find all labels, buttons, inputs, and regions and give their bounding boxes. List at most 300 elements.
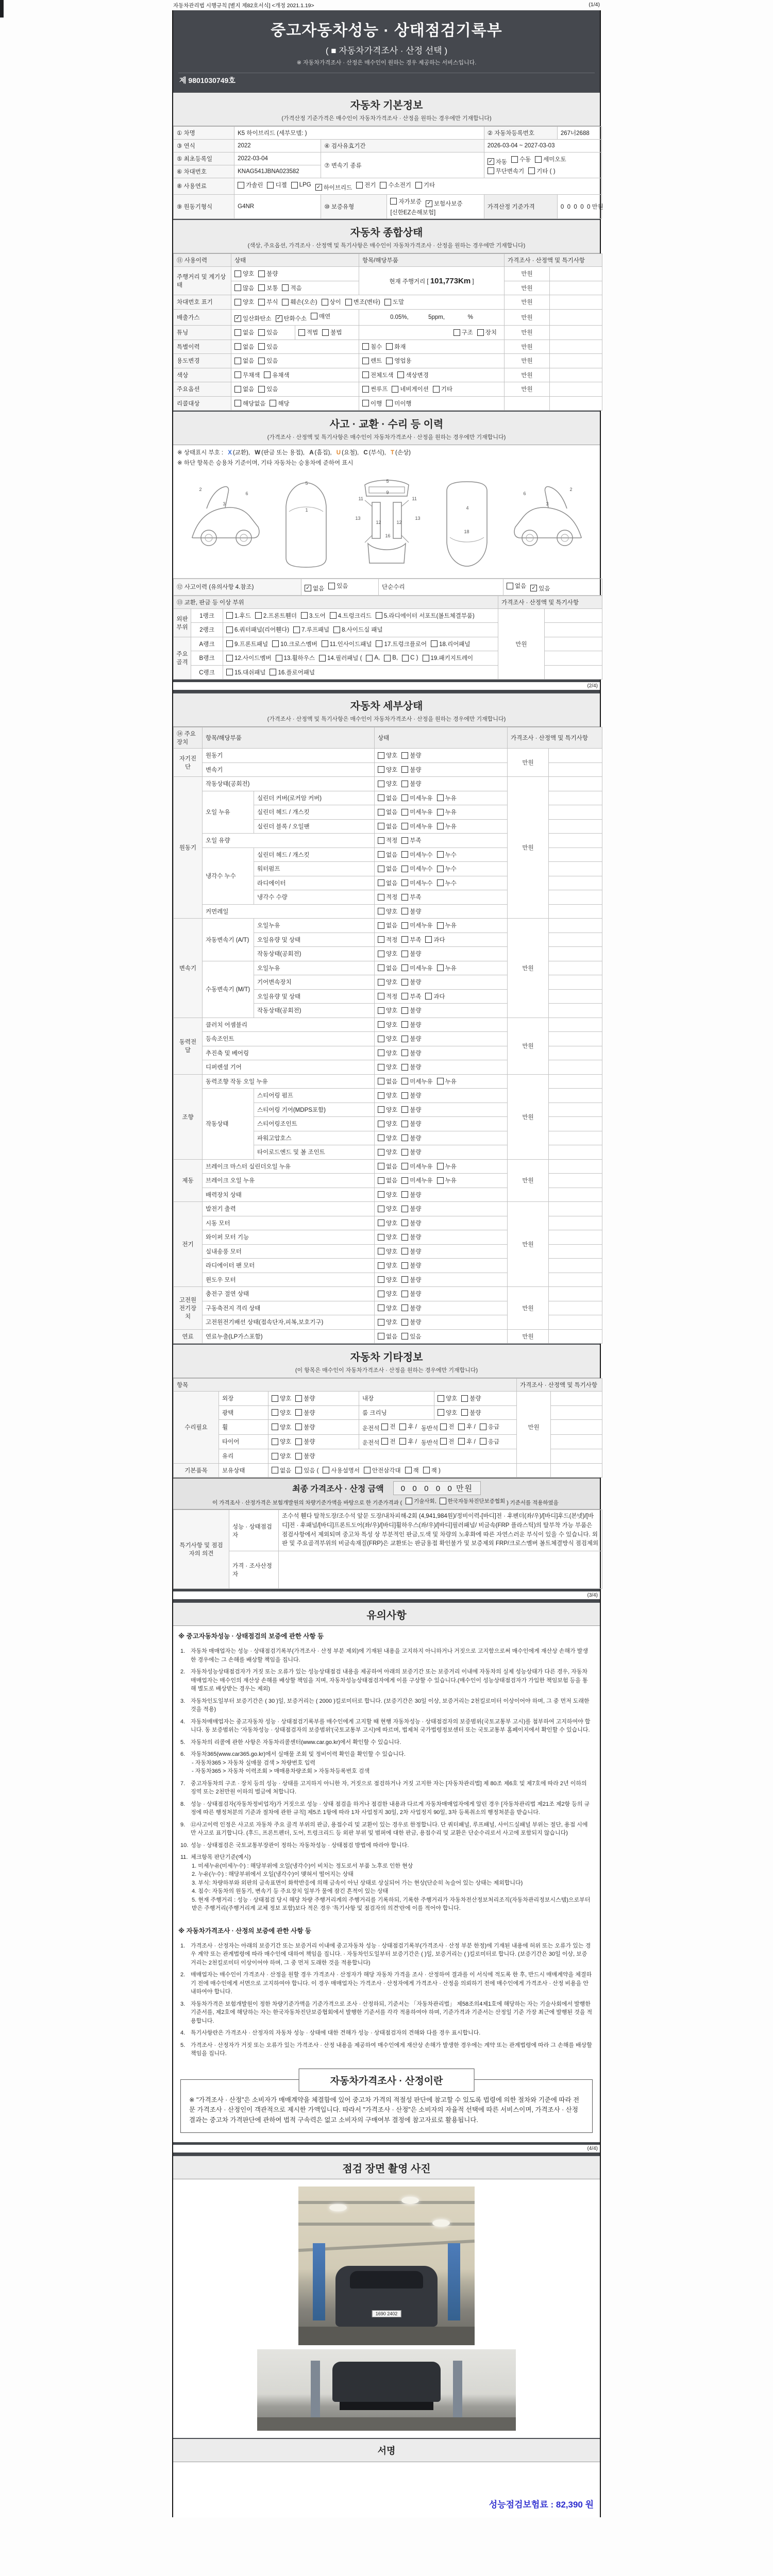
unchecked-checkbox-icon[interactable] <box>401 1234 408 1241</box>
checked-checkbox-icon[interactable]: ✓ <box>530 585 537 591</box>
unchecked-checkbox-icon[interactable] <box>437 879 444 886</box>
unchecked-checkbox-icon[interactable] <box>507 583 513 589</box>
unchecked-checkbox-icon[interactable] <box>488 167 494 174</box>
unchecked-checkbox-icon[interactable] <box>405 1467 412 1473</box>
unchecked-checkbox-icon[interactable] <box>295 1453 302 1460</box>
unchecked-checkbox-icon[interactable] <box>401 1134 408 1141</box>
checkbox-영업용[interactable] <box>386 357 411 365</box>
checkbox-양호[interactable] <box>378 1091 397 1099</box>
unchecked-checkbox-icon[interactable] <box>401 993 408 999</box>
unchecked-checkbox-icon[interactable] <box>378 993 384 999</box>
signature-area[interactable] <box>173 2462 600 2495</box>
checkbox-불량[interactable] <box>401 1106 421 1114</box>
checkbox-불량[interactable] <box>401 1191 421 1199</box>
unchecked-checkbox-icon[interactable] <box>437 1078 444 1084</box>
unchecked-checkbox-icon[interactable] <box>378 1291 384 1297</box>
checkbox-미세누유[interactable] <box>401 1077 432 1086</box>
checkbox-침수[interactable] <box>362 343 382 351</box>
unchecked-checkbox-icon[interactable] <box>293 626 300 633</box>
checkbox-있음[interactable] <box>258 385 278 393</box>
unchecked-checkbox-icon[interactable] <box>423 1467 430 1473</box>
unchecked-checkbox-icon[interactable] <box>461 1409 468 1416</box>
checkbox-썬루프[interactable] <box>362 385 388 393</box>
checkbox-변조(변타)[interactable] <box>345 298 380 306</box>
unchecked-checkbox-icon[interactable] <box>301 612 308 619</box>
checkbox-없음[interactable] <box>305 584 324 592</box>
unchecked-checkbox-icon[interactable] <box>453 329 460 336</box>
checkbox-17.트렁크플로어[interactable] <box>376 640 427 648</box>
checkbox-해당없음[interactable] <box>234 399 265 408</box>
unchecked-checkbox-icon[interactable] <box>401 1049 408 1056</box>
checkbox-누수[interactable] <box>437 865 457 873</box>
unchecked-checkbox-icon[interactable] <box>401 1177 408 1184</box>
checkbox-없음[interactable] <box>507 582 526 590</box>
checkbox-8.사이드실 패널[interactable] <box>333 625 382 634</box>
unchecked-checkbox-icon[interactable] <box>437 1177 444 1184</box>
checkbox-해당[interactable] <box>270 399 289 408</box>
checkbox-양호[interactable] <box>378 1035 397 1043</box>
checkbox-양호[interactable] <box>234 298 254 306</box>
unchecked-checkbox-icon[interactable] <box>401 879 408 886</box>
unchecked-checkbox-icon[interactable] <box>401 1333 408 1340</box>
checkbox-네비게이션[interactable] <box>392 385 429 393</box>
unchecked-checkbox-icon[interactable] <box>295 1438 302 1445</box>
unchecked-checkbox-icon[interactable] <box>425 936 432 943</box>
unchecked-checkbox-icon[interactable] <box>272 1467 278 1473</box>
unchecked-checkbox-icon[interactable] <box>384 655 391 662</box>
unchecked-checkbox-icon[interactable] <box>295 1467 302 1473</box>
unchecked-checkbox-icon[interactable] <box>380 182 386 189</box>
unchecked-checkbox-icon[interactable] <box>401 1149 408 1156</box>
unchecked-checkbox-icon[interactable] <box>386 400 393 406</box>
unchecked-checkbox-icon[interactable] <box>258 343 265 350</box>
checkbox-누유[interactable] <box>437 964 457 972</box>
checkbox-15.대쉬패널[interactable] <box>226 668 265 676</box>
checkbox-적정[interactable] <box>378 836 397 844</box>
checkbox-6.쿼터패널(리어휀다)[interactable] <box>226 625 289 634</box>
unchecked-checkbox-icon[interactable] <box>362 386 369 393</box>
checkbox-누유[interactable] <box>437 921 457 929</box>
checkbox-없음[interactable] <box>378 1332 397 1341</box>
unchecked-checkbox-icon[interactable] <box>378 894 384 901</box>
checkbox-양호[interactable] <box>378 1276 397 1284</box>
checkbox-부식[interactable] <box>258 298 278 306</box>
unchecked-checkbox-icon[interactable] <box>437 922 444 929</box>
checkbox-불량[interactable] <box>401 779 421 788</box>
unchecked-checkbox-icon[interactable] <box>378 1078 384 1084</box>
checkbox-양호[interactable] <box>378 1318 397 1326</box>
unchecked-checkbox-icon[interactable] <box>386 358 393 364</box>
checkbox-누유[interactable] <box>437 1176 457 1184</box>
checkbox-미세누유[interactable] <box>401 1162 432 1171</box>
checkbox-미세누유[interactable] <box>401 822 432 831</box>
checkbox-불량[interactable] <box>401 1205 421 1213</box>
unchecked-checkbox-icon[interactable] <box>378 964 384 971</box>
unchecked-checkbox-icon[interactable] <box>270 669 276 675</box>
checkbox-불량[interactable] <box>461 1409 481 1417</box>
checkbox-불량[interactable] <box>401 1120 421 1128</box>
unchecked-checkbox-icon[interactable] <box>401 964 408 971</box>
checkbox-누유[interactable] <box>437 822 457 831</box>
checkbox-적정[interactable] <box>378 893 397 901</box>
checkbox-양호[interactable] <box>378 1021 397 1029</box>
checkbox-불량[interactable] <box>401 1233 421 1241</box>
unchecked-checkbox-icon[interactable] <box>401 809 408 816</box>
unchecked-checkbox-icon[interactable] <box>378 908 384 914</box>
unchecked-checkbox-icon[interactable] <box>378 1106 384 1113</box>
unchecked-checkbox-icon[interactable] <box>378 1304 384 1311</box>
checked-checkbox-icon[interactable]: ✓ <box>488 158 494 165</box>
unchecked-checkbox-icon[interactable] <box>272 1423 278 1430</box>
checkbox-7.루프패널[interactable] <box>293 625 329 634</box>
checkbox-보험사보증[interactable] <box>426 199 463 208</box>
checkbox-미세누유[interactable] <box>401 794 432 802</box>
unchecked-checkbox-icon[interactable] <box>378 922 384 929</box>
unchecked-checkbox-icon[interactable] <box>423 655 429 662</box>
unchecked-checkbox-icon[interactable] <box>378 823 384 829</box>
checkbox-13.휠하우스[interactable] <box>276 654 315 662</box>
checkbox-무채색[interactable] <box>234 371 260 379</box>
checkbox-양호[interactable] <box>378 1148 397 1156</box>
checkbox-전[interactable] <box>381 1422 395 1431</box>
checkbox-불량[interactable] <box>401 766 421 774</box>
checkbox-누수[interactable] <box>437 851 457 859</box>
checkbox-미세누수[interactable] <box>401 879 432 887</box>
unchecked-checkbox-icon[interactable] <box>238 182 244 189</box>
unchecked-checkbox-icon[interactable] <box>234 386 241 393</box>
checkbox-양호[interactable] <box>378 1049 397 1057</box>
unchecked-checkbox-icon[interactable] <box>437 964 444 971</box>
checkbox-양호[interactable] <box>378 1106 397 1114</box>
checkbox-18.리어패널[interactable] <box>431 640 470 648</box>
unchecked-checkbox-icon[interactable] <box>362 400 369 406</box>
checkbox-불량[interactable] <box>401 1091 421 1099</box>
unchecked-checkbox-icon[interactable] <box>378 851 384 858</box>
unchecked-checkbox-icon[interactable] <box>528 167 535 174</box>
checkbox-누유[interactable] <box>437 1162 457 1171</box>
checkbox-양호[interactable] <box>378 1205 397 1213</box>
unchecked-checkbox-icon[interactable] <box>270 400 276 406</box>
checkbox-전[interactable] <box>440 1422 454 1431</box>
unchecked-checkbox-icon[interactable] <box>226 655 233 662</box>
checkbox-불량[interactable] <box>401 1148 421 1156</box>
unchecked-checkbox-icon[interactable] <box>226 626 233 633</box>
unchecked-checkbox-icon[interactable] <box>437 866 444 872</box>
unchecked-checkbox-icon[interactable] <box>322 299 328 306</box>
checkbox-없음[interactable] <box>378 851 397 859</box>
unchecked-checkbox-icon[interactable] <box>378 1219 384 1226</box>
checkbox-누유[interactable] <box>437 1077 457 1086</box>
checkbox-화재[interactable] <box>386 343 406 351</box>
unchecked-checkbox-icon[interactable] <box>378 1092 384 1099</box>
unchecked-checkbox-icon[interactable] <box>264 371 271 378</box>
checkbox-보통[interactable] <box>258 284 278 292</box>
checkbox-전체도색[interactable] <box>362 371 393 379</box>
unchecked-checkbox-icon[interactable] <box>378 794 384 801</box>
unchecked-checkbox-icon[interactable] <box>234 299 241 306</box>
unchecked-checkbox-icon[interactable] <box>401 1248 408 1255</box>
unchecked-checkbox-icon[interactable] <box>376 640 382 647</box>
checkbox- 있음[interactable] <box>401 1332 421 1341</box>
unchecked-checkbox-icon[interactable] <box>397 371 404 378</box>
unchecked-checkbox-icon[interactable] <box>258 358 265 364</box>
unchecked-checkbox-icon[interactable] <box>345 299 352 306</box>
checkbox-세미오토[interactable] <box>535 155 566 163</box>
checkbox-미이행[interactable] <box>386 399 411 408</box>
checkbox-훼손(오손)[interactable] <box>282 298 317 306</box>
unchecked-checkbox-icon[interactable] <box>386 343 393 350</box>
checkbox-12.사이드멤버[interactable] <box>226 654 272 662</box>
checkbox-없음[interactable] <box>234 357 254 365</box>
checkbox-LPG[interactable] <box>291 182 311 189</box>
unchecked-checkbox-icon[interactable] <box>381 1438 388 1445</box>
checkbox-B,[interactable] <box>384 655 398 662</box>
checkbox-11.인사이드패널[interactable] <box>322 640 372 648</box>
checkbox-한국자동차진단보증협회[interactable] <box>440 1497 506 1505</box>
unchecked-checkbox-icon[interactable] <box>378 1248 384 1255</box>
checkbox-5.라디에이터 서포트(볼트체결부품)[interactable] <box>376 612 475 620</box>
unchecked-checkbox-icon[interactable] <box>234 400 241 406</box>
unchecked-checkbox-icon[interactable] <box>401 1064 408 1071</box>
checkbox-불량[interactable] <box>295 1423 315 1431</box>
checkbox-적정[interactable] <box>378 992 397 1001</box>
checkbox-양호[interactable] <box>378 978 397 986</box>
unchecked-checkbox-icon[interactable] <box>323 1467 329 1473</box>
checkbox-불량[interactable] <box>401 1006 421 1014</box>
unchecked-checkbox-icon[interactable] <box>272 640 279 647</box>
checkbox-있음[interactable] <box>328 582 348 590</box>
unchecked-checkbox-icon[interactable] <box>295 1395 302 1402</box>
unchecked-checkbox-icon[interactable] <box>295 1423 302 1430</box>
unchecked-checkbox-icon[interactable] <box>272 1453 278 1460</box>
checkbox-과다[interactable] <box>425 936 445 944</box>
unchecked-checkbox-icon[interactable] <box>378 1276 384 1283</box>
unchecked-checkbox-icon[interactable] <box>378 879 384 886</box>
unchecked-checkbox-icon[interactable] <box>480 1438 486 1445</box>
checkbox-불량[interactable] <box>401 1247 421 1256</box>
unchecked-checkbox-icon[interactable] <box>378 1007 384 1014</box>
unchecked-checkbox-icon[interactable] <box>255 612 262 619</box>
checkbox-디젤[interactable] <box>267 181 287 189</box>
checkbox-렌트[interactable] <box>362 357 382 365</box>
checkbox-양호[interactable] <box>378 1304 397 1312</box>
checkbox-일산화탄소[interactable] <box>234 314 272 323</box>
unchecked-checkbox-icon[interactable] <box>401 1021 408 1028</box>
unchecked-checkbox-icon[interactable] <box>437 823 444 829</box>
unchecked-checkbox-icon[interactable] <box>401 1304 408 1311</box>
checked-checkbox-icon[interactable]: ✓ <box>426 200 432 207</box>
unchecked-checkbox-icon[interactable] <box>440 1438 447 1445</box>
checkbox-불량[interactable] <box>401 907 421 916</box>
checkbox-적법[interactable] <box>298 328 318 336</box>
checkbox-없음[interactable] <box>378 808 397 816</box>
checkbox-전[interactable] <box>381 1437 395 1446</box>
unchecked-checkbox-icon[interactable] <box>378 1191 384 1198</box>
checkbox-잭 )[interactable] <box>423 1466 441 1475</box>
unchecked-checkbox-icon[interactable] <box>282 284 289 291</box>
unchecked-checkbox-icon[interactable] <box>378 936 384 943</box>
checkbox-없음[interactable] <box>378 1077 397 1086</box>
checkbox-A,[interactable] <box>366 655 380 662</box>
unchecked-checkbox-icon[interactable] <box>234 343 241 350</box>
unchecked-checkbox-icon[interactable] <box>461 1395 468 1402</box>
checkbox-16.플로어패널[interactable] <box>270 668 315 676</box>
unchecked-checkbox-icon[interactable] <box>258 299 265 306</box>
checkbox-응급[interactable] <box>480 1422 499 1431</box>
unchecked-checkbox-icon[interactable] <box>378 781 384 787</box>
checkbox-전기[interactable] <box>356 181 376 189</box>
unchecked-checkbox-icon[interactable] <box>401 1121 408 1127</box>
checkbox-미세누유[interactable] <box>401 808 432 816</box>
unchecked-checkbox-icon[interactable] <box>362 343 369 350</box>
unchecked-checkbox-icon[interactable] <box>433 386 440 393</box>
unchecked-checkbox-icon[interactable] <box>440 1423 447 1430</box>
unchecked-checkbox-icon[interactable] <box>356 182 363 189</box>
unchecked-checkbox-icon[interactable] <box>267 182 274 189</box>
checkbox-없음[interactable] <box>378 879 397 887</box>
checkbox-없음[interactable] <box>378 865 397 873</box>
checkbox-19.패키지트레이[interactable] <box>423 654 474 662</box>
unchecked-checkbox-icon[interactable] <box>401 823 408 829</box>
checkbox-부족[interactable] <box>401 992 421 1001</box>
unchecked-checkbox-icon[interactable] <box>477 329 484 336</box>
checked-checkbox-icon[interactable]: ✓ <box>276 315 282 322</box>
checkbox-10.크로스멤버[interactable] <box>272 640 317 648</box>
checkbox-가솔린[interactable] <box>238 181 263 189</box>
unchecked-checkbox-icon[interactable] <box>234 358 241 364</box>
unchecked-checkbox-icon[interactable] <box>298 329 305 336</box>
unchecked-checkbox-icon[interactable] <box>291 182 298 189</box>
unchecked-checkbox-icon[interactable] <box>401 1276 408 1283</box>
unchecked-checkbox-icon[interactable] <box>378 1064 384 1071</box>
unchecked-checkbox-icon[interactable] <box>378 1177 384 1184</box>
unchecked-checkbox-icon[interactable] <box>480 1423 486 1430</box>
checkbox-양호[interactable] <box>378 779 397 788</box>
checkbox-전[interactable] <box>440 1437 454 1446</box>
unchecked-checkbox-icon[interactable] <box>402 655 409 662</box>
checkbox-있음[interactable] <box>258 357 278 365</box>
unchecked-checkbox-icon[interactable] <box>378 1333 384 1340</box>
unchecked-checkbox-icon[interactable] <box>406 1498 412 1504</box>
checkbox-누수[interactable] <box>437 879 457 887</box>
unchecked-checkbox-icon[interactable] <box>378 1234 384 1241</box>
unchecked-checkbox-icon[interactable] <box>378 1036 384 1042</box>
checkbox-유채색[interactable] <box>264 371 289 379</box>
checkbox-없음[interactable] <box>378 822 397 831</box>
unchecked-checkbox-icon[interactable] <box>440 1498 446 1504</box>
unchecked-checkbox-icon[interactable] <box>401 894 408 901</box>
checkbox-도말[interactable] <box>384 298 404 306</box>
checkbox-불법[interactable] <box>322 328 342 336</box>
checked-checkbox-icon[interactable]: ✓ <box>234 315 241 322</box>
unchecked-checkbox-icon[interactable] <box>401 752 408 759</box>
checkbox-양호[interactable] <box>378 1191 397 1199</box>
unchecked-checkbox-icon[interactable] <box>401 951 408 957</box>
checkbox-기술사회,[interactable] <box>406 1497 436 1505</box>
checkbox-양호[interactable] <box>378 1247 397 1256</box>
checkbox-없음[interactable] <box>378 1176 397 1184</box>
unchecked-checkbox-icon[interactable] <box>330 612 337 619</box>
checkbox-많음[interactable] <box>234 284 254 292</box>
unchecked-checkbox-icon[interactable] <box>401 851 408 858</box>
checkbox-후 /[interactable] <box>399 1437 417 1446</box>
checkbox-불량[interactable] <box>401 1276 421 1284</box>
unchecked-checkbox-icon[interactable] <box>378 951 384 957</box>
unchecked-checkbox-icon[interactable] <box>378 866 384 872</box>
unchecked-checkbox-icon[interactable] <box>258 270 265 277</box>
unchecked-checkbox-icon[interactable] <box>276 655 282 662</box>
unchecked-checkbox-icon[interactable] <box>378 1134 384 1141</box>
unchecked-checkbox-icon[interactable] <box>401 1291 408 1297</box>
unchecked-checkbox-icon[interactable] <box>378 1163 384 1170</box>
checkbox-불량[interactable] <box>401 1219 421 1227</box>
checkbox-불량[interactable] <box>461 1394 481 1402</box>
checkbox-잭[interactable] <box>405 1466 419 1475</box>
unchecked-checkbox-icon[interactable] <box>322 329 329 336</box>
unchecked-checkbox-icon[interactable] <box>401 794 408 801</box>
checkbox-없음[interactable] <box>378 1162 397 1171</box>
checkbox-C )[interactable] <box>402 655 418 662</box>
unchecked-checkbox-icon[interactable] <box>226 640 233 647</box>
unchecked-checkbox-icon[interactable] <box>234 371 241 378</box>
unchecked-checkbox-icon[interactable] <box>401 1036 408 1042</box>
unchecked-checkbox-icon[interactable] <box>234 329 241 336</box>
unchecked-checkbox-icon[interactable] <box>366 655 373 662</box>
checkbox-없음[interactable] <box>378 921 397 929</box>
checkbox-양호[interactable] <box>378 1290 397 1298</box>
unchecked-checkbox-icon[interactable] <box>401 908 408 914</box>
checkbox-양호[interactable] <box>378 766 397 774</box>
checkbox-불량[interactable] <box>295 1394 315 1402</box>
checkbox-양호[interactable] <box>272 1394 291 1402</box>
unchecked-checkbox-icon[interactable] <box>401 1219 408 1226</box>
checkbox-양호[interactable] <box>234 269 254 278</box>
unchecked-checkbox-icon[interactable] <box>319 655 326 662</box>
unchecked-checkbox-icon[interactable] <box>399 1438 406 1445</box>
unchecked-checkbox-icon[interactable] <box>378 752 384 759</box>
checkbox-양호[interactable] <box>378 1233 397 1241</box>
unchecked-checkbox-icon[interactable] <box>272 1409 278 1416</box>
checkbox-수동[interactable] <box>511 155 531 163</box>
checkbox-불량[interactable] <box>295 1452 315 1460</box>
checkbox-적정[interactable] <box>378 936 397 944</box>
unchecked-checkbox-icon[interactable] <box>258 386 265 393</box>
unchecked-checkbox-icon[interactable] <box>364 1467 371 1473</box>
unchecked-checkbox-icon[interactable] <box>272 1395 278 1402</box>
checkbox-없음[interactable] <box>378 794 397 802</box>
unchecked-checkbox-icon[interactable] <box>401 781 408 787</box>
checkbox-후 /[interactable] <box>399 1422 417 1431</box>
unchecked-checkbox-icon[interactable] <box>415 182 422 189</box>
checkbox-자가보증[interactable] <box>390 197 421 206</box>
checkbox-불량[interactable] <box>401 1318 421 1326</box>
unchecked-checkbox-icon[interactable] <box>376 612 382 619</box>
checkbox-양호[interactable] <box>378 950 397 958</box>
unchecked-checkbox-icon[interactable] <box>401 936 408 943</box>
checkbox-기타[interactable] <box>415 181 435 189</box>
checkbox-불량[interactable] <box>401 1035 421 1043</box>
checkbox-부족[interactable] <box>401 893 421 901</box>
checkbox-양호[interactable] <box>378 1120 397 1128</box>
checkbox-미세누수[interactable] <box>401 865 432 873</box>
checkbox-양호[interactable] <box>378 1063 397 1071</box>
checkbox-양호[interactable] <box>378 1134 397 1142</box>
checkbox-미세누유[interactable] <box>401 964 432 972</box>
checkbox-부족[interactable] <box>401 836 421 844</box>
unchecked-checkbox-icon[interactable] <box>378 979 384 986</box>
checkbox-불량[interactable] <box>401 978 421 986</box>
checkbox-부족[interactable] <box>401 936 421 944</box>
